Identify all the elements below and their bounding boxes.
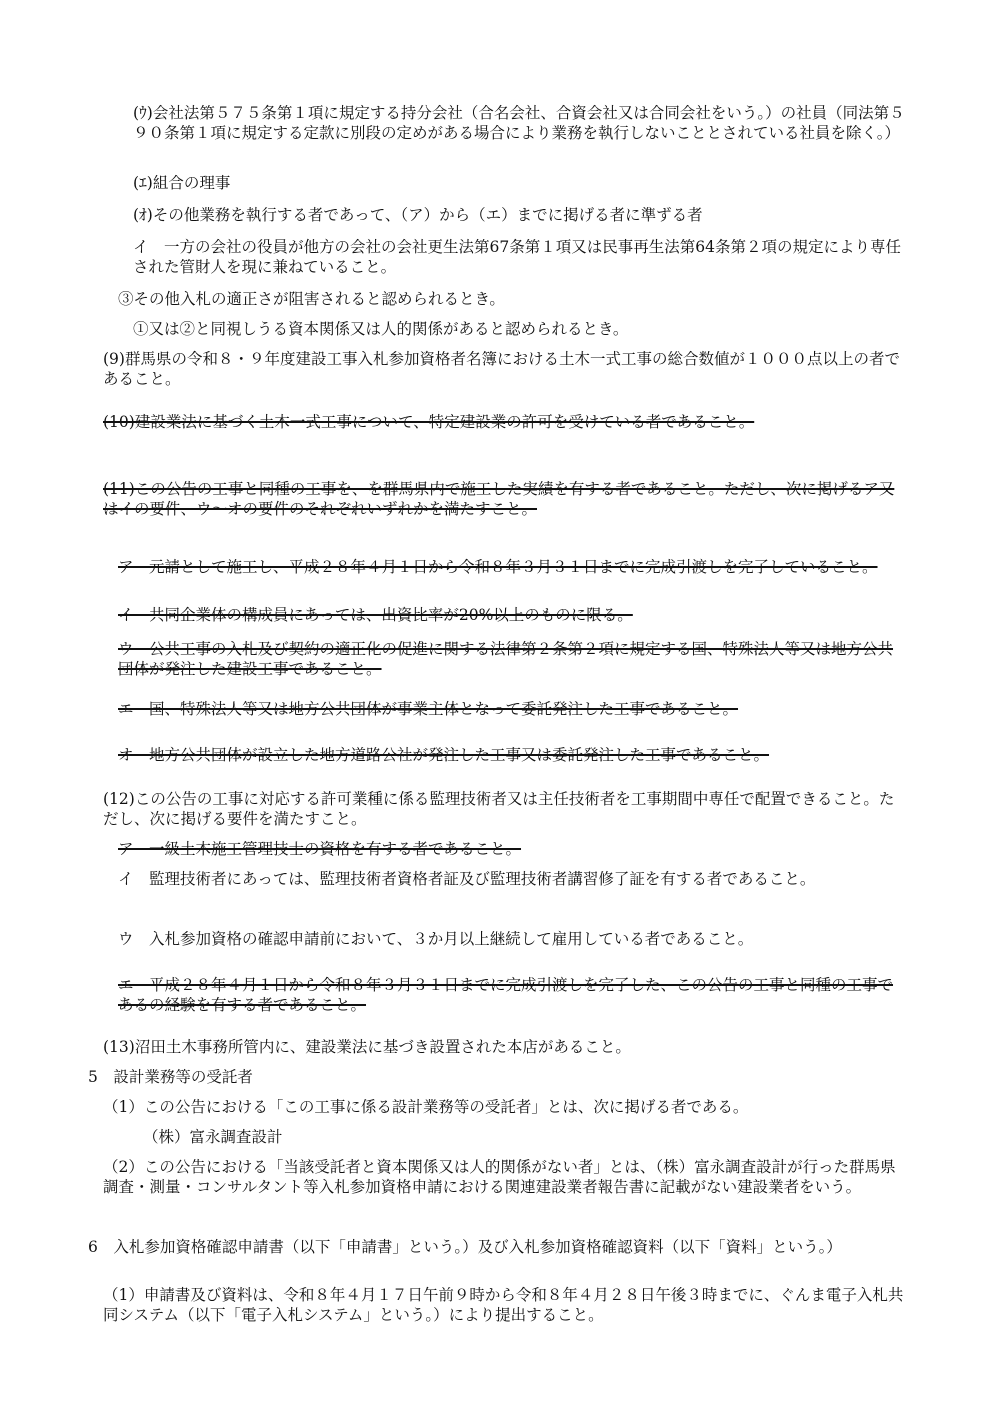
item-11-i: イ 共同企業体の構成員にあっては、出資比率が20%以上のものに限る。 bbox=[118, 606, 633, 624]
item-9-sougou-suuchi: (9)群馬県の令和８・９年度建設工事入札参加資格者名簿における土木一式工事の総合数値が１０００点以上の者であること。 bbox=[103, 350, 900, 388]
item-11-jisseki: (11)この公告の工事と同種の工事を、を群馬県内で施工した実績を有する者であること。ただし、次に掲げるア又はイの要件、ウ～オの要件のそれぞれいずれかを満たすこと。 bbox=[103, 480, 895, 518]
paragraph-o-sonota: (ｵ)その他業務を執行する者であって、（ア）から（エ）までに掲げる者に準ずる者 bbox=[133, 206, 703, 224]
item-11-a: ア 元請として施工し、平成２８年４月１日から令和８年３月３１日までに完成引渡しを完了していること。 bbox=[118, 558, 878, 576]
item-12-e: エ 平成２８年４月１日から令和８年３月３１日までに完成引渡しを完了した、この公告の工事と同種の工事であるの経験を有する者であること。 bbox=[118, 976, 894, 1014]
paragraph-1-2-doushi: ①又は②と同視しうる資本関係又は人的関係があると認められるとき。 bbox=[133, 320, 629, 338]
section-6-item-1: （1）申請書及び資料は、令和８年４月１７日午前９時から令和８年４月２８日午後３時までに、ぐんま電子入札共同システム（以下「電子入札システム」という。）により提出すること。 bbox=[103, 1286, 904, 1324]
section-5-heading: 5 設計業務等の受託者 bbox=[88, 1068, 253, 1086]
item-12-gijutsusha: (12)この公告の工事に対応する許可業種に係る監理技術者又は主任技術者を工事期間中専任で配置できること。ただし、次に掲げる要件を満たすこと。 bbox=[103, 790, 895, 828]
company-name: （株）富永調査設計 bbox=[143, 1128, 283, 1146]
item-10-tokutei-kensetsugyou: (10)建設業法に基づく土木一式工事について、特定建設業の許可を受けている者であること。 bbox=[103, 413, 755, 431]
item-12-a: ア 一級土木施工管理技士の資格を有する者であること。 bbox=[118, 840, 522, 858]
paragraph-i-kanzainin: イ 一方の会社の役員が他方の会社の会社更生法第67条第１項又は民事再生法第64条第２項の規定により専任された管財人を現に兼ねていること。 bbox=[133, 238, 901, 276]
item-12-i: イ 監理技術者にあっては、監理技術者資格者証及び監理技術者講習修了証を有する者であること。 bbox=[118, 870, 816, 888]
paragraph-3-sonota: ③その他入札の適正さが阻害されると認められるとき。 bbox=[118, 290, 505, 308]
item-11-u: ウ 公共工事の入札及び契約の適正化の促進に関する法律第２条第２項に規定する国、特殊法人等又は地方公共団体が発注した建設工事であること。 bbox=[118, 640, 894, 678]
item-13-honten: (13)沼田土木事務所管内に、建設業法に基づき設置された本店があること。 bbox=[103, 1038, 631, 1056]
section-5-item-2: （2）この公告における「当該受託者と資本関係又は人的関係がない者」とは、（株）富永調査設計が行った群馬県調査・測量・コンサルタント等入札参加資格申請における関連建設業者報告書に記載がない建設業者をいう。 bbox=[103, 1158, 896, 1196]
item-12-u: ウ 入札参加資格の確認申請前において、３か月以上継続して雇用している者であること。 bbox=[118, 930, 754, 948]
item-11-e: エ 国、特殊法人等又は地方公共団体が事業主体となって委託発注した工事であること。 bbox=[118, 700, 739, 718]
item-11-o: オ 地方公共団体が設立した地方道路公社が発注した工事又は委託発注した工事であること。 bbox=[118, 746, 770, 764]
section-5-item-1: （1）この公告における「この工事に係る設計業務等の受託者」とは、次に掲げる者である。 bbox=[103, 1098, 749, 1116]
section-6-heading: 6 入札参加資格確認申請書（以下「申請書」という。）及び入札参加資格確認資料（以下「資料」という。） bbox=[88, 1238, 842, 1256]
paragraph-u-mochibun-gaisha: (ｳ)会社法第５７５条第１項に規定する持分会社（合名会社、合資会社又は合同会社をいう。）の社員（同法第５９０条第１項に規定する定款に別段の定めがある場合により業務を執行しないこととされている社員を除く。） bbox=[133, 104, 905, 142]
paragraph-e-kumiai: (ｴ)組合の理事 bbox=[133, 174, 231, 192]
